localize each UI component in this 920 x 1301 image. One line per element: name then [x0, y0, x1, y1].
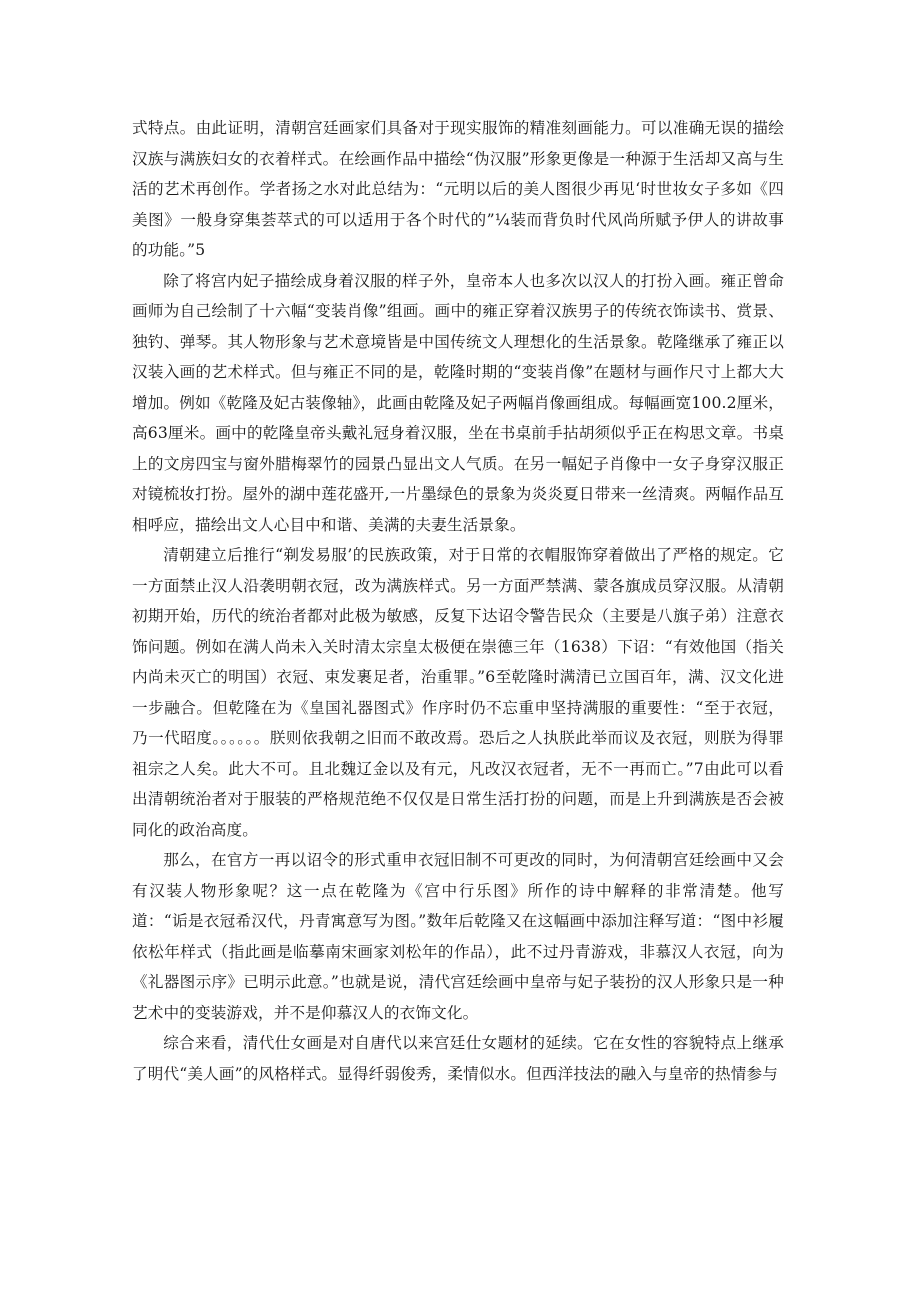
paragraph-5: 综合来看，清代仕女画是对自唐代以来宫廷仕女题材的延续。它在女性的容貌特点上继承了明代“美人画”的风格样式。显得纤弱俊秀，柔情似水。但西洋技法的融入与皇帝的热情参与 [132, 1034, 784, 1083]
body-text [132, 113, 784, 1089]
paragraph-3: 清朝建立后推行“剃发易服’的民族政策，对于日常的衣帽服饰穿着做出了严格的规定。它一方面禁止汉人沿袭明朝衣冠，改为满族样式。另一方面严禁满、蒙各旗成员穿汉服。从清朝初期开始，历代的统治者都对此极为敏感，反复下达诏令警告民众（主要是八旗子弟）注意衣饰问题。例如在满人尚未入关时清太宗皇太极便在崇德三年（1638）下诏：“有效他国（指关内尚未灭亡的明国）衣冠、束发裹足者，治重罪。”6至乾隆时满清已立国百年，满、汉文化进一步融合。但乾隆在为《皇国礼器图式》作序时仍不忘重申坚持满服的重要性：“至于衣冠，乃一代昭度。。。。。。朕则依我朝之旧而不敢改焉。恐后之人执朕此举而议及衣冠，则朕为得罪祖宗之人矣。此大不可。且北魏辽金以及有元，凡改汉衣冠者，无不一再而亡。”7由此可以看出清朝统治者对于服装的严格规范绝不仅仅是日常生活打扮的问题，而是上升到满族是否会被同化的政治高度。 [132, 546, 784, 839]
paragraph-4: 那么，在官方一再以诏令的形式重申衣冠旧制不可更改的同时，为何清朝宫廷绘画中又会有汉装人物形象呢？这一点在乾隆为《宫中行乐图》所作的诗中解释的非常清楚。他写道：“诟是衣冠希汉代，丹青寓意写为图。”数年后乾隆又在这幅画中添加注释写道：“图中衫履依松年样式（指此画是临摹南宋画家刘松年的作品），此不过丹青游戏，非慕汉人衣冠，向为《礼器图示序》已明示此意。”也就是说，清代宫廷绘画中皇帝与妃子装扮的汉人形象只是一种艺术中的变装游戏，并不是仰慕汉人的衣饰文化。 [132, 851, 784, 1022]
paragraph-1: 式特点。由此证明，清朝宫廷画家们具备对于现实服饰的精准刻画能力。可以准确无误的描绘汉族与满族妇女的衣着样式。在绘画作品中描绘“伪汉服”形象更像是一种源于生活却又高与生活的艺术再创作。学者扬之水对此总结为：“元明以后的美人图很少再见‘时世妆女子多如《四美图》一般身穿集荟萃式的可以适用于各个时代的”¼装而背负时代风尚所赋予伊人的讲故事的功能。”5 [132, 119, 784, 259]
paragraph-2: 除了将宫内妃子描绘成身着汉服的样子外，皇帝本人也多次以汉人的打扮入画。雍正曾命画师为自己绘制了十六幅“变装肖像”组画。画中的雍正穿着汉族男子的传统衣饰读书、赏景、独钓、弹琴。其人物形象与艺术意境皆是中国传统文人理想化的生活景象。乾隆继承了雍正以汉装入画的艺术样式。但与雍正不同的是，乾隆时期的“变装肖像”在题材与画作尺寸上都大大增加。例如《乾隆及妃古装像轴》，此画由乾隆及妃子两幅肖像画组成。每幅画宽100.2厘米，高63厘米。画中的乾隆皇帝头戴礼冠身着汉服，坐在书桌前手拈胡须似乎正在构思文章。书桌上的文房四宝与窗外腊梅翠竹的园景凸显出文人气质。在另一幅妃子肖像中一女子身穿汉服正对镜梳妆打扮。屋外的湖中莲花盛开,一片墨绿色的景象为炎炎夏日带来一丝清爽。两幅作品互相呼应，描绘出文人心目中和谐、美满的夫妻生活景象。 [132, 271, 784, 534]
